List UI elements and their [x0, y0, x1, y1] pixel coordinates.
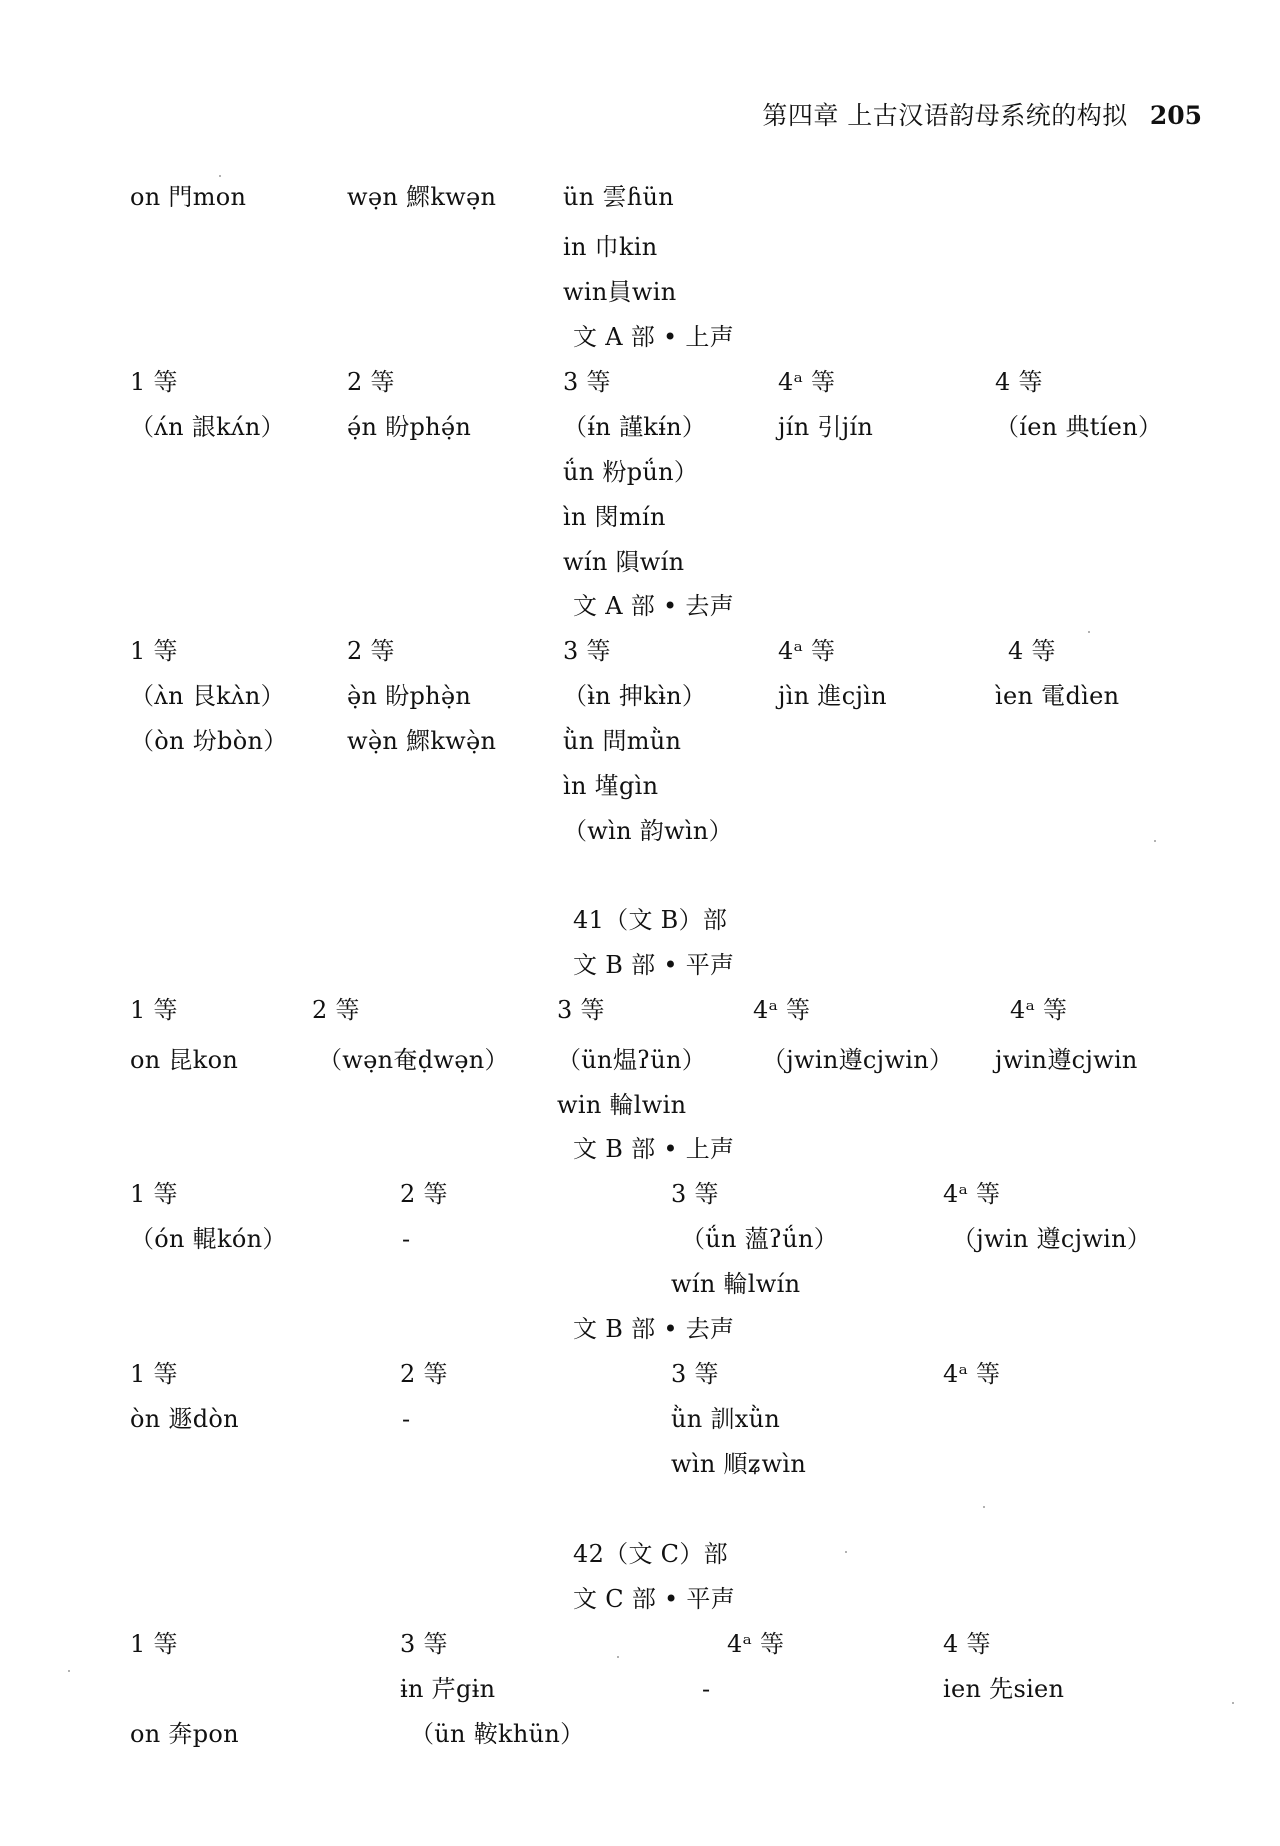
grade-label: 3 等: [557, 996, 605, 1024]
entry: on 昆kon: [130, 1046, 239, 1074]
entry: ɨn 芹gɨn: [400, 1675, 496, 1703]
entry: （òn 坋bòn）: [130, 727, 288, 755]
entry: wə̣n 鰥kwə̣n: [347, 183, 497, 211]
entry: jìn 進cjìn: [778, 682, 887, 710]
grade-label: 3 等: [563, 368, 611, 396]
grade-label: 4ᵃ 等: [1010, 996, 1068, 1024]
grade-label: 2 等: [312, 996, 360, 1024]
entry: -: [702, 1675, 711, 1703]
grade-label: 4ᵃ 等: [753, 996, 811, 1024]
grade-label: 4ᵃ 等: [778, 368, 836, 396]
grade-label: 3 等: [671, 1180, 719, 1208]
chapter-title: 第四章 上古汉语韵母系统的构拟: [762, 101, 1128, 130]
entry: （ün煴ʔün）: [557, 1046, 707, 1074]
entry: wìn 順ʑwìn: [671, 1450, 807, 1478]
grade-label: 4 等: [995, 368, 1043, 396]
entry: （ɨ̀n 抻kɨ̀n）: [563, 682, 707, 710]
entry: （ǘn 薀ʔǘn）: [681, 1225, 839, 1253]
grade-label: 4ᵃ 等: [778, 637, 836, 665]
scan-speck: [617, 1656, 619, 1658]
subsection-heading: 文 B 部 • 去声: [573, 1315, 735, 1343]
grade-label: 1 等: [130, 1180, 178, 1208]
subsection-heading: 文 A 部 • 上声: [573, 323, 735, 351]
entry: ə̣̀n 盼phə̣̀n: [347, 682, 472, 710]
entry: in 巾kin: [563, 233, 658, 261]
subsection-heading: 文 B 部 • 平声: [573, 951, 735, 979]
entry: （wìn 韵wìn）: [563, 817, 733, 845]
grade-label: 4 等: [943, 1630, 991, 1658]
entry: ǘn 粉pǘn）: [563, 458, 699, 486]
grade-label: 1 等: [130, 637, 178, 665]
subsection-heading: 文 A 部 • 去声: [573, 592, 735, 620]
grade-label: 1 等: [130, 996, 178, 1024]
entry: （jwin遵cjwin）: [762, 1046, 954, 1074]
entry: -: [402, 1405, 411, 1433]
entry: win員win: [563, 278, 677, 306]
scan-speck: [845, 1551, 847, 1553]
scan-speck: [1232, 1702, 1234, 1704]
entry: ǜn 訓xǜn: [671, 1405, 781, 1433]
entry: （ón 輥kón）: [130, 1225, 287, 1253]
grade-label: 3 等: [671, 1360, 719, 1388]
grade-label: 1 等: [130, 1630, 178, 1658]
scan-speck: [983, 1506, 985, 1508]
grade-label: 2 等: [347, 368, 395, 396]
entry: wín 輪lwín: [671, 1270, 801, 1298]
grade-label: 4 等: [1008, 637, 1056, 665]
entry: jwin遵cjwin: [995, 1046, 1138, 1074]
entry: （íen 典tíen）: [995, 413, 1163, 441]
grade-label: 3 等: [400, 1630, 448, 1658]
entry: （jwin 遵cjwin）: [952, 1225, 1152, 1253]
grade-label: 2 等: [400, 1180, 448, 1208]
entry: on 奔pon: [130, 1720, 239, 1748]
section-title: 41（文 B）部: [573, 906, 728, 934]
scan-speck: [1088, 631, 1090, 633]
entry: （ʌ̀n 艮kʌ̀n）: [130, 682, 285, 710]
entry: win 輪lwin: [557, 1091, 687, 1119]
entry: ìn 閔mín: [563, 503, 666, 531]
grade-label: 4ᵃ 等: [943, 1360, 1001, 1388]
running-header: [762, 100, 1202, 132]
grade-label: 4ᵃ 等: [727, 1630, 785, 1658]
entry: wə̣̀n 鰥kwə̣̀n: [347, 727, 497, 755]
entry: （ün 鞍khün）: [410, 1720, 585, 1748]
entry: ìn 墐gìn: [563, 772, 659, 800]
grade-label: 1 等: [130, 1360, 178, 1388]
entry: on 門mon: [130, 183, 247, 211]
scan-speck: [1154, 840, 1156, 842]
scan-speck: [219, 175, 221, 177]
entry: wín 隕wín: [563, 548, 685, 576]
entry: ǜn 問mǜn: [563, 727, 682, 755]
subsection-heading: 文 C 部 • 平声: [573, 1585, 736, 1613]
entry: òn 遯dòn: [130, 1405, 239, 1433]
grade-label: 1 等: [130, 368, 178, 396]
entry: jín 引jín: [778, 413, 874, 441]
grade-label: 3 等: [563, 637, 611, 665]
entry: ien 先sien: [943, 1675, 1065, 1703]
grade-label: 4ᵃ 等: [943, 1180, 1001, 1208]
scan-speck: [68, 1670, 70, 1672]
entry: ə̣́n 盼phə̣́n: [347, 413, 472, 441]
entry: ün 雲ɦün: [563, 183, 675, 211]
section-title: 42（文 C）部: [573, 1540, 728, 1568]
entry: -: [402, 1225, 411, 1253]
grade-label: 2 等: [400, 1360, 448, 1388]
subsection-heading: 文 B 部 • 上声: [573, 1135, 735, 1163]
page-number: 205: [1149, 101, 1202, 130]
grade-label: 2 等: [347, 637, 395, 665]
entry: ìen 電dìen: [995, 682, 1120, 710]
entry: （ɨ́n 謹kɨ́n）: [563, 413, 707, 441]
entry: （ʌ́n 詪kʌ́n）: [130, 413, 285, 441]
entry: （wə̣n奄ḍwə̣n）: [318, 1046, 509, 1074]
